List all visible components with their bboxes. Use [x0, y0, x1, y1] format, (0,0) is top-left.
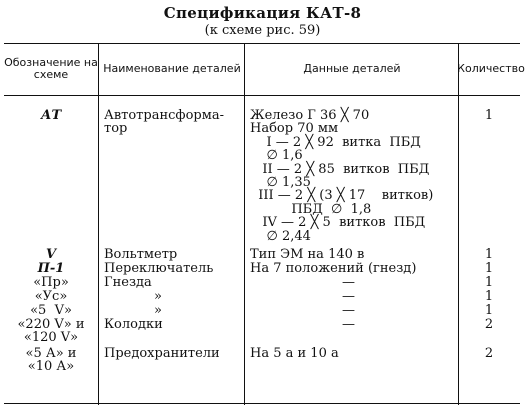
row-p1-designation: П-1	[37, 261, 65, 276]
row-at-designation: АТ	[40, 108, 62, 123]
row-us-data: —	[342, 289, 355, 304]
document-title: Спецификация КАТ-8	[163, 4, 362, 22]
row-p1-qty: 1	[484, 261, 494, 276]
row-220v-data: —	[342, 317, 355, 332]
row-5v-qty: 1	[484, 303, 494, 318]
row-us-designation: «Ус»	[34, 289, 68, 304]
row-5v-data: —	[342, 303, 355, 318]
row-at-qty: 1	[484, 108, 494, 123]
header-data: Данные деталей	[303, 62, 401, 75]
row-5v-name: »	[154, 303, 162, 318]
row-p1-data: На 7 положений (гнезд)	[250, 261, 417, 276]
header-qty: Количество	[457, 62, 525, 75]
row-pr-name: Гнезда	[104, 275, 152, 290]
row-v-designation: V	[45, 247, 57, 262]
table-bottom-rule	[4, 403, 520, 404]
row-pr-data: —	[342, 275, 355, 290]
row-p1-name: Переключатель	[104, 261, 214, 276]
row-pr-qty: 1	[484, 275, 494, 290]
row-at-data: Железо Г 36 ╳ 70 Набор 70 мм I — 2 ╳ 92 витка ПБД ∅ 1,6 II — 2 ╳ 85 витков ПБД ∅ 1,35 III — 2 ╳ (3 ╳ 17 витков) ПБД ∅ 1,8 IV — 2 ╳ 5 витков ПБД ∅ 2,44	[250, 108, 434, 244]
document-subtitle: (к схеме рис. 59)	[204, 23, 321, 38]
column-divider	[98, 43, 99, 405]
row-5a-designation: «5 А» и «10 А»	[25, 346, 77, 375]
row-v-qty: 1	[484, 247, 494, 262]
row-5a-name: Предохранители	[104, 346, 220, 361]
row-v-name: Вольтметр	[104, 247, 178, 262]
header-name: Наименование деталей	[103, 62, 241, 75]
row-5a-data: На 5 а и 10 а	[250, 346, 339, 361]
row-5a-qty: 2	[484, 346, 494, 361]
row-us-name: »	[154, 289, 162, 304]
header-designation: Обозначение на схеме	[4, 56, 98, 81]
row-v-data: Тип ЭМ на 140 в	[250, 247, 365, 262]
table-header-rule	[4, 95, 520, 96]
row-pr-designation: «Пр»	[33, 275, 69, 290]
row-5v-designation: «5 V»	[30, 303, 72, 318]
row-us-qty: 1	[484, 289, 494, 304]
specification-table	[4, 43, 525, 405]
row-220v-name: Колодки	[104, 317, 163, 332]
row-220v-designation: «220 V» и «120 V»	[17, 317, 85, 346]
row-220v-qty: 2	[484, 317, 494, 332]
row-at-name: Автотрансформа- тор	[104, 108, 224, 137]
column-divider	[244, 43, 245, 405]
